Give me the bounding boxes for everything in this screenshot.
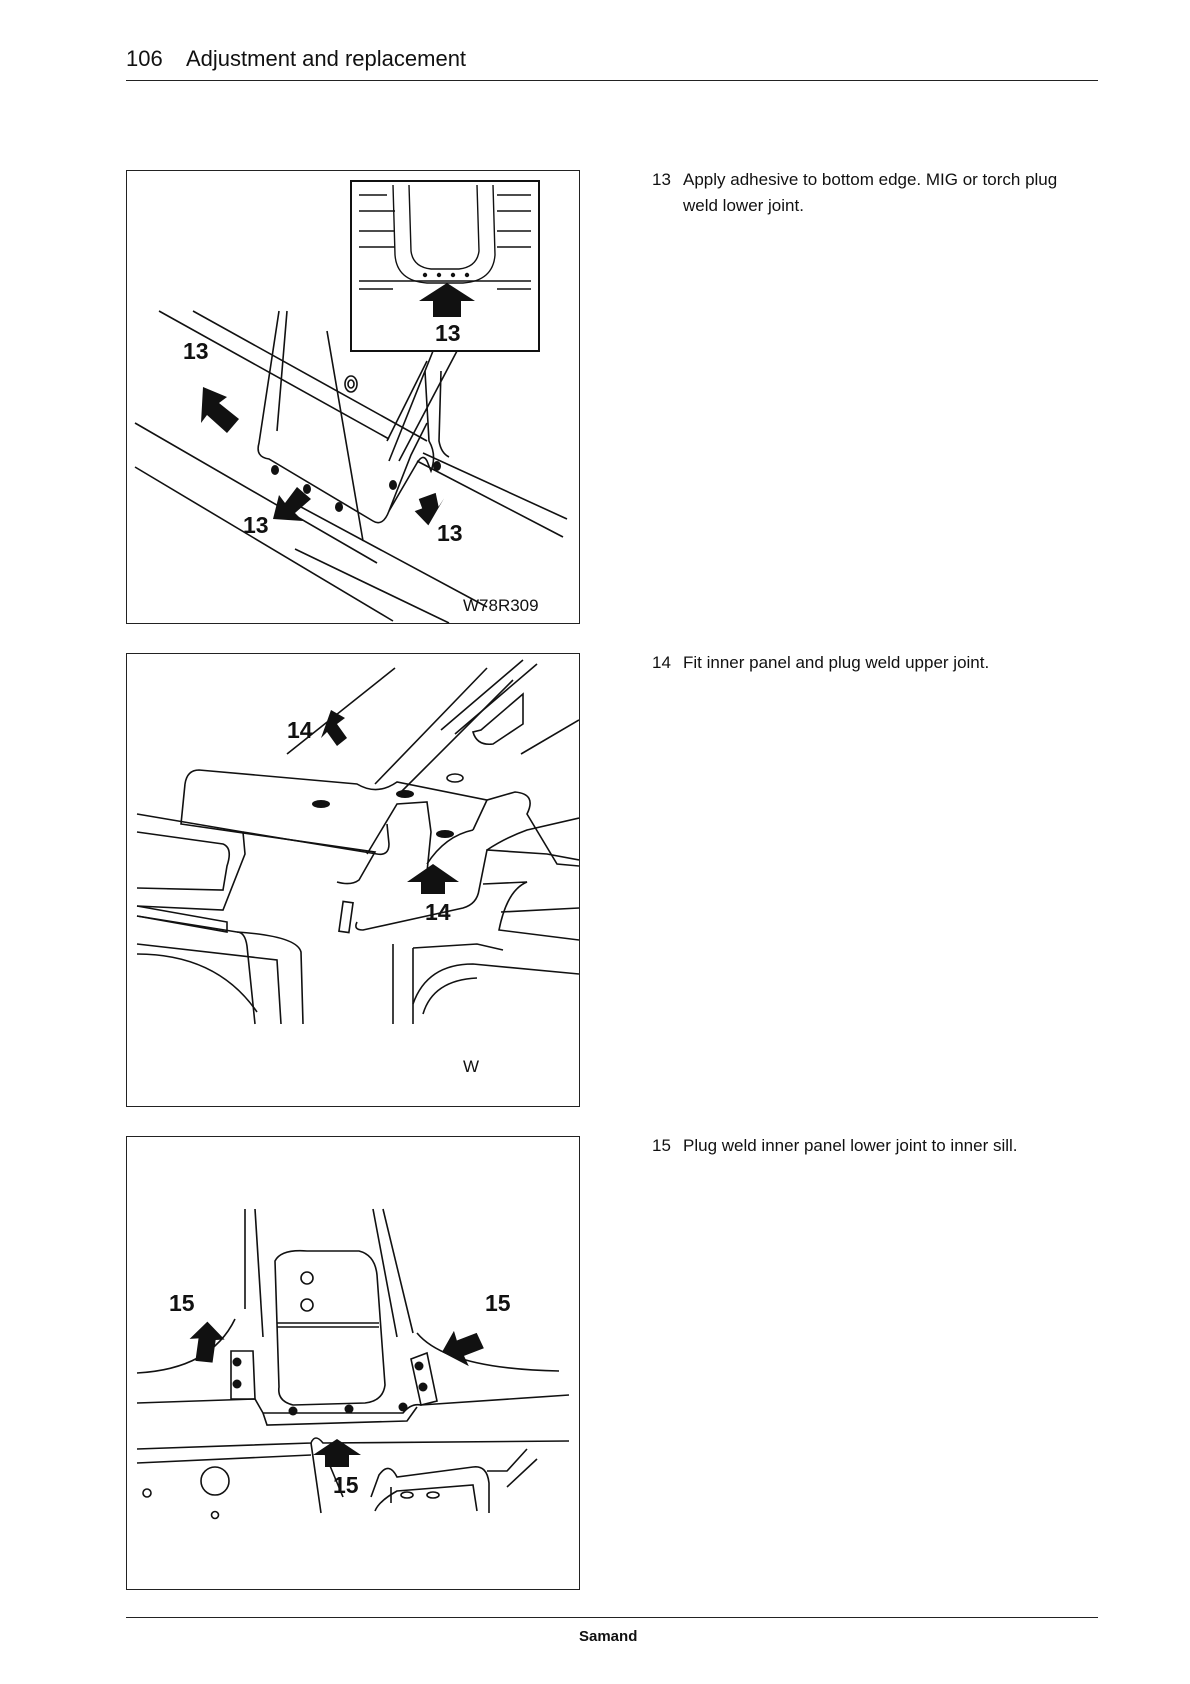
callout-13-inset: 13 <box>435 320 461 346</box>
illustration-inner-sill <box>127 1137 579 1589</box>
step-number: 15 <box>652 1136 671 1155</box>
step-text: Apply adhesive to bottom edge. MIG or torch plug weld lower joint. <box>683 170 1058 215</box>
figure-sill-lower <box>126 1136 580 1590</box>
callout-14-top: 14 <box>287 717 313 743</box>
page-header <box>126 44 1098 81</box>
callout-13-right: 13 <box>437 520 463 546</box>
step-text: Plug weld inner panel lower joint to inner sill. <box>683 1136 1018 1155</box>
illustration-sill-joint <box>127 171 579 623</box>
step-13 <box>652 167 1082 219</box>
callout-14-bottom: 14 <box>425 899 451 925</box>
figure-code: W78R309 <box>463 596 539 615</box>
page-number: 106 <box>126 46 163 71</box>
step-number: 13 <box>652 170 671 189</box>
step-number: 14 <box>652 653 671 672</box>
callout-15-right: 15 <box>485 1290 511 1316</box>
step-14 <box>652 650 1082 676</box>
illustration-roof-joint <box>127 654 579 1106</box>
inset-detail <box>351 181 539 351</box>
page-title: Adjustment and replacement <box>186 46 467 71</box>
figure-w78r309 <box>126 170 580 624</box>
brand-name: Samand <box>579 1628 638 1645</box>
callout-13-left: 13 <box>183 338 209 364</box>
callout-15-left: 15 <box>169 1290 195 1316</box>
callout-13-bottom: 13 <box>243 512 269 538</box>
figure-w <box>126 653 580 1107</box>
step-15 <box>652 1133 1082 1159</box>
figure-code: W <box>463 1057 480 1076</box>
callout-15-bottom: 15 <box>333 1472 359 1498</box>
weld-points <box>312 790 454 838</box>
step-text: Fit inner panel and plug weld upper joint. <box>683 653 990 672</box>
weld-points <box>233 1358 428 1416</box>
page-footer <box>126 1617 1098 1645</box>
